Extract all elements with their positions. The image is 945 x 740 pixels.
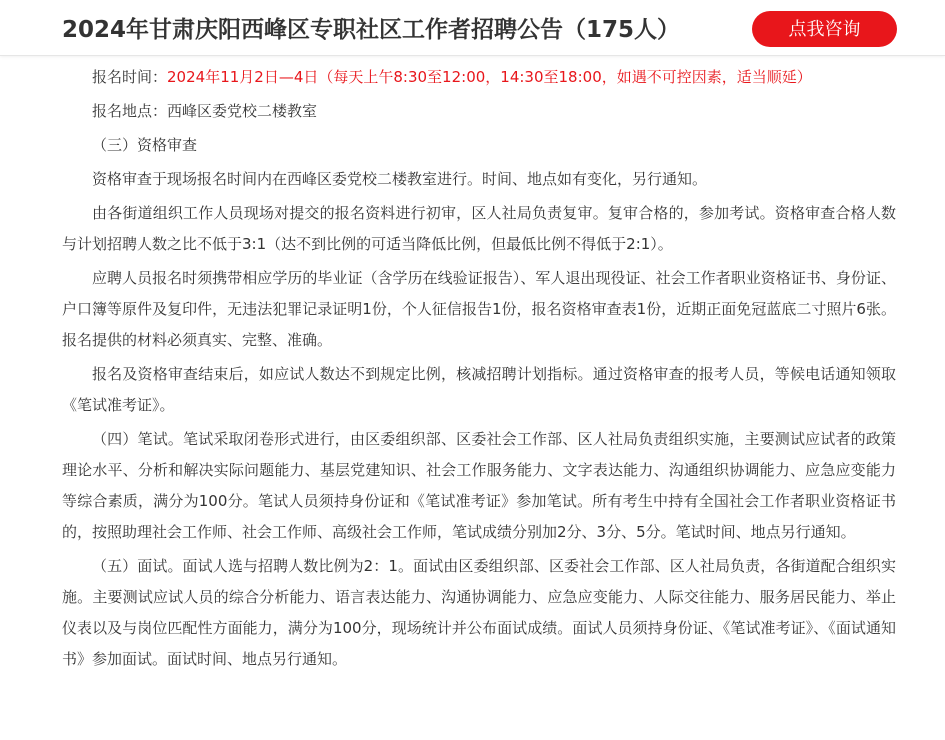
page-title: 2024年甘肃庆阳西峰区专职社区工作者招聘公告（175人） [62, 17, 681, 43]
paragraph: 应聘人员报名时须携带相应学历的毕业证（含学历在线验证报告）、军人退出现役证、社会工作者职业资格证书、身份证、户口簿等原件及复印件，无违法犯罪记录证明1份，个人征信报告1份，报名资格审查表1份，近期正面免冠蓝底二寸照片6张。报名提供的材料必须真实、完整、准确。 [62, 269, 896, 349]
article-body [62, 62, 896, 678]
paragraph: 由各街道组织工作人员现场对提交的报名资料进行初审，区人社局负责复审。复审合格的，参加考试。资格审查合格人数与计划招聘人数之比不低于3:1（达不到比例的可适当降低比例，但最低比例不得低于2:1）。 [62, 204, 896, 253]
paragraph-written-exam: （四）笔试。笔试采取闭卷形式进行，由区委组织部、区委社会工作部、区人社局负责组织实施，主要测试应试者的政策理论水平、分析和解决实际问题能力、基层党建知识、社会工作服务能力、文字表达能力、沟通组织协调能力、应急应变能力等综合素质，满分为100分。笔试人员须持身份证和《笔试准考证》参加笔试。所有考生中持有全国社会工作者职业资格证书的，按照助理社会工作师、社会工作师、高级社会工作师，笔试成绩分别加2分、3分、5分。笔试时间、地点另行通知。 [62, 430, 896, 541]
paragraph: 报名及资格审查结束后，如应试人数达不到规定比例，核减招聘计划指标。通过资格审查的报考人员，等候电话通知领取《笔试准考证》。 [62, 365, 896, 414]
section-heading-qualification: （三）资格审查 [92, 136, 198, 154]
paragraph-registration-time [62, 62, 896, 93]
paragraph: 资格审查于现场报名时间内在西峰区委党校二楼教室进行。时间、地点如有变化，另行通知。 [92, 170, 708, 188]
page-header [0, 0, 945, 56]
consult-button[interactable]: 点我咨询 [752, 11, 897, 47]
registration-time-value: 2024年11月2日—4日（每天上午8:30至12:00，14:30至18:00，如遇不可控因素，适当顺延） [167, 68, 812, 86]
registration-time-label: 报名时间： [92, 68, 168, 86]
paragraph-registration-place: 报名地点：西峰区委党校二楼教室 [92, 102, 318, 120]
paragraph-interview: （五）面试。面试人选与招聘人数比例为2：1。面试由区委组织部、区委社会工作部、区人社局负责，各街道配合组织实施。主要测试应试人员的综合分析能力、语言表达能力、沟通协调能力、应急应变能力、人际交往能力、服务居民能力、举止仪表以及与岗位匹配性方面能力，满分为100分，现场统计并公布面试成绩。面试人员须持身份证、《笔试准考证》、《面试通知书》参加面试。面试时间、地点另行通知。 [62, 557, 896, 668]
